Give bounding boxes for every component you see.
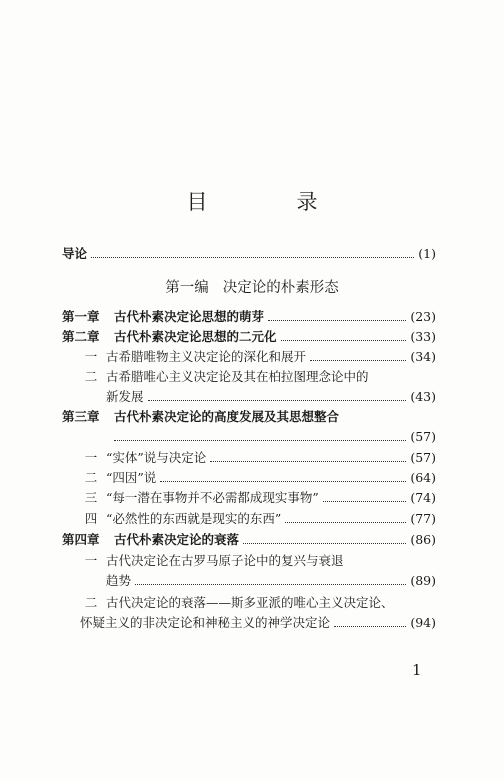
toc-entry-section-2-2[interactable] xyxy=(80,368,369,386)
section-number: 二 xyxy=(84,470,98,485)
toc-page-number: (33) xyxy=(410,329,436,344)
chapter-number: 第三章 xyxy=(62,409,100,424)
part-heading xyxy=(0,276,504,297)
toc-page-number: (77) xyxy=(410,511,436,526)
section-title: 古代决定论在古罗马原子论中的复兴与衰退 xyxy=(105,553,344,568)
toc-entry-section-3-4[interactable] xyxy=(80,510,436,528)
section-title: “每一潜在事物并不必需都成现实事物” xyxy=(105,490,319,505)
toc-page-number: (1) xyxy=(418,246,436,261)
toc-page-number: (57) xyxy=(410,429,436,444)
dot-leader xyxy=(285,511,406,523)
toc-entry-section-2-1[interactable] xyxy=(80,348,436,366)
section-title-continued: 新发展 xyxy=(106,389,144,404)
dot-leader xyxy=(243,532,406,544)
toc-page-number: (94) xyxy=(410,615,436,630)
section-title: “四因”说 xyxy=(105,470,157,485)
toc-entry-chapter-4[interactable] xyxy=(62,531,436,549)
section-number: 二 xyxy=(84,595,98,610)
dot-leader xyxy=(281,329,407,341)
toc-entry-chapter-3[interactable] xyxy=(62,408,339,426)
dot-leader xyxy=(310,349,406,361)
toc-entry-label: 导论 xyxy=(62,246,88,261)
chapter-title: 古代朴素决定论思想的二元化 xyxy=(114,329,277,344)
toc-entry-section-2-2-cont[interactable] xyxy=(106,388,436,406)
dot-leader xyxy=(334,615,406,627)
toc-page-number: (23) xyxy=(410,309,436,324)
toc-page-number: (64) xyxy=(410,470,436,485)
section-title-continued: 怀疑主义的非决定论和神秘主义的神学决定论 xyxy=(80,615,331,630)
dot-leader xyxy=(148,389,407,401)
dot-leader xyxy=(210,450,406,462)
chapter-title: 古代朴素决定论的高度发展及其思想整合 xyxy=(114,409,340,424)
dot-leader xyxy=(135,573,406,585)
dot-leader xyxy=(114,429,406,441)
part-number: 第一编 xyxy=(165,280,209,296)
section-number: 一 xyxy=(84,450,98,465)
toc-entry-intro[interactable] xyxy=(62,245,436,263)
dot-leader xyxy=(323,490,407,502)
chapter-number: 第一章 xyxy=(62,309,100,324)
chapter-number: 第二章 xyxy=(62,329,100,344)
toc-entry-section-3-2[interactable] xyxy=(80,469,436,487)
toc-entry-section-4-1[interactable] xyxy=(80,552,344,570)
toc-page-number: (89) xyxy=(410,573,436,588)
toc-entry-section-4-1-cont[interactable] xyxy=(106,572,436,590)
section-number: 四 xyxy=(84,511,98,526)
toc-page-number: (57) xyxy=(410,450,436,465)
section-title: 古希腊唯物主义决定论的深化和展开 xyxy=(105,349,306,364)
page-number: 1 xyxy=(412,661,422,679)
section-title: “必然性的东西就是现实的东西” xyxy=(105,511,282,526)
toc-page-number: (34) xyxy=(410,349,436,364)
dot-leader xyxy=(268,309,406,321)
part-title: 决定论的朴素形态 xyxy=(222,280,339,296)
section-number: 三 xyxy=(84,490,98,505)
toc-entry-chapter-2[interactable] xyxy=(62,328,436,346)
toc-entry-section-3-1[interactable] xyxy=(80,449,436,467)
section-title: “实体”说与决定论 xyxy=(105,450,207,465)
section-number: 一 xyxy=(84,553,98,568)
toc-entry-chapter-3-cont[interactable] xyxy=(114,428,436,446)
chapter-title: 古代朴素决定论的衰落 xyxy=(114,532,240,547)
toc-page-number: (86) xyxy=(410,532,436,547)
toc-page-number: (43) xyxy=(410,389,436,404)
toc-entry-chapter-1[interactable] xyxy=(62,308,436,326)
chapter-number: 第四章 xyxy=(62,532,100,547)
toc-entry-section-3-3[interactable] xyxy=(80,489,436,507)
section-title: 古希腊唯心主义决定论及其在柏拉图理念论中的 xyxy=(105,369,369,384)
toc-page-number: (74) xyxy=(410,490,436,505)
page-title: 目 录 xyxy=(186,190,352,214)
dot-leader xyxy=(91,246,414,258)
dot-leader xyxy=(160,470,406,482)
section-title: 古代决定论的衰落——斯多亚派的唯心主义决定论、 xyxy=(105,595,394,610)
section-title-continued: 趋势 xyxy=(106,573,132,588)
section-number: 二 xyxy=(84,369,98,384)
chapter-title: 古代朴素决定论思想的萌芽 xyxy=(114,309,265,324)
section-number: 一 xyxy=(84,349,98,364)
toc-entry-section-4-2-cont[interactable] xyxy=(80,614,436,632)
toc-entry-section-4-2[interactable] xyxy=(80,594,394,612)
